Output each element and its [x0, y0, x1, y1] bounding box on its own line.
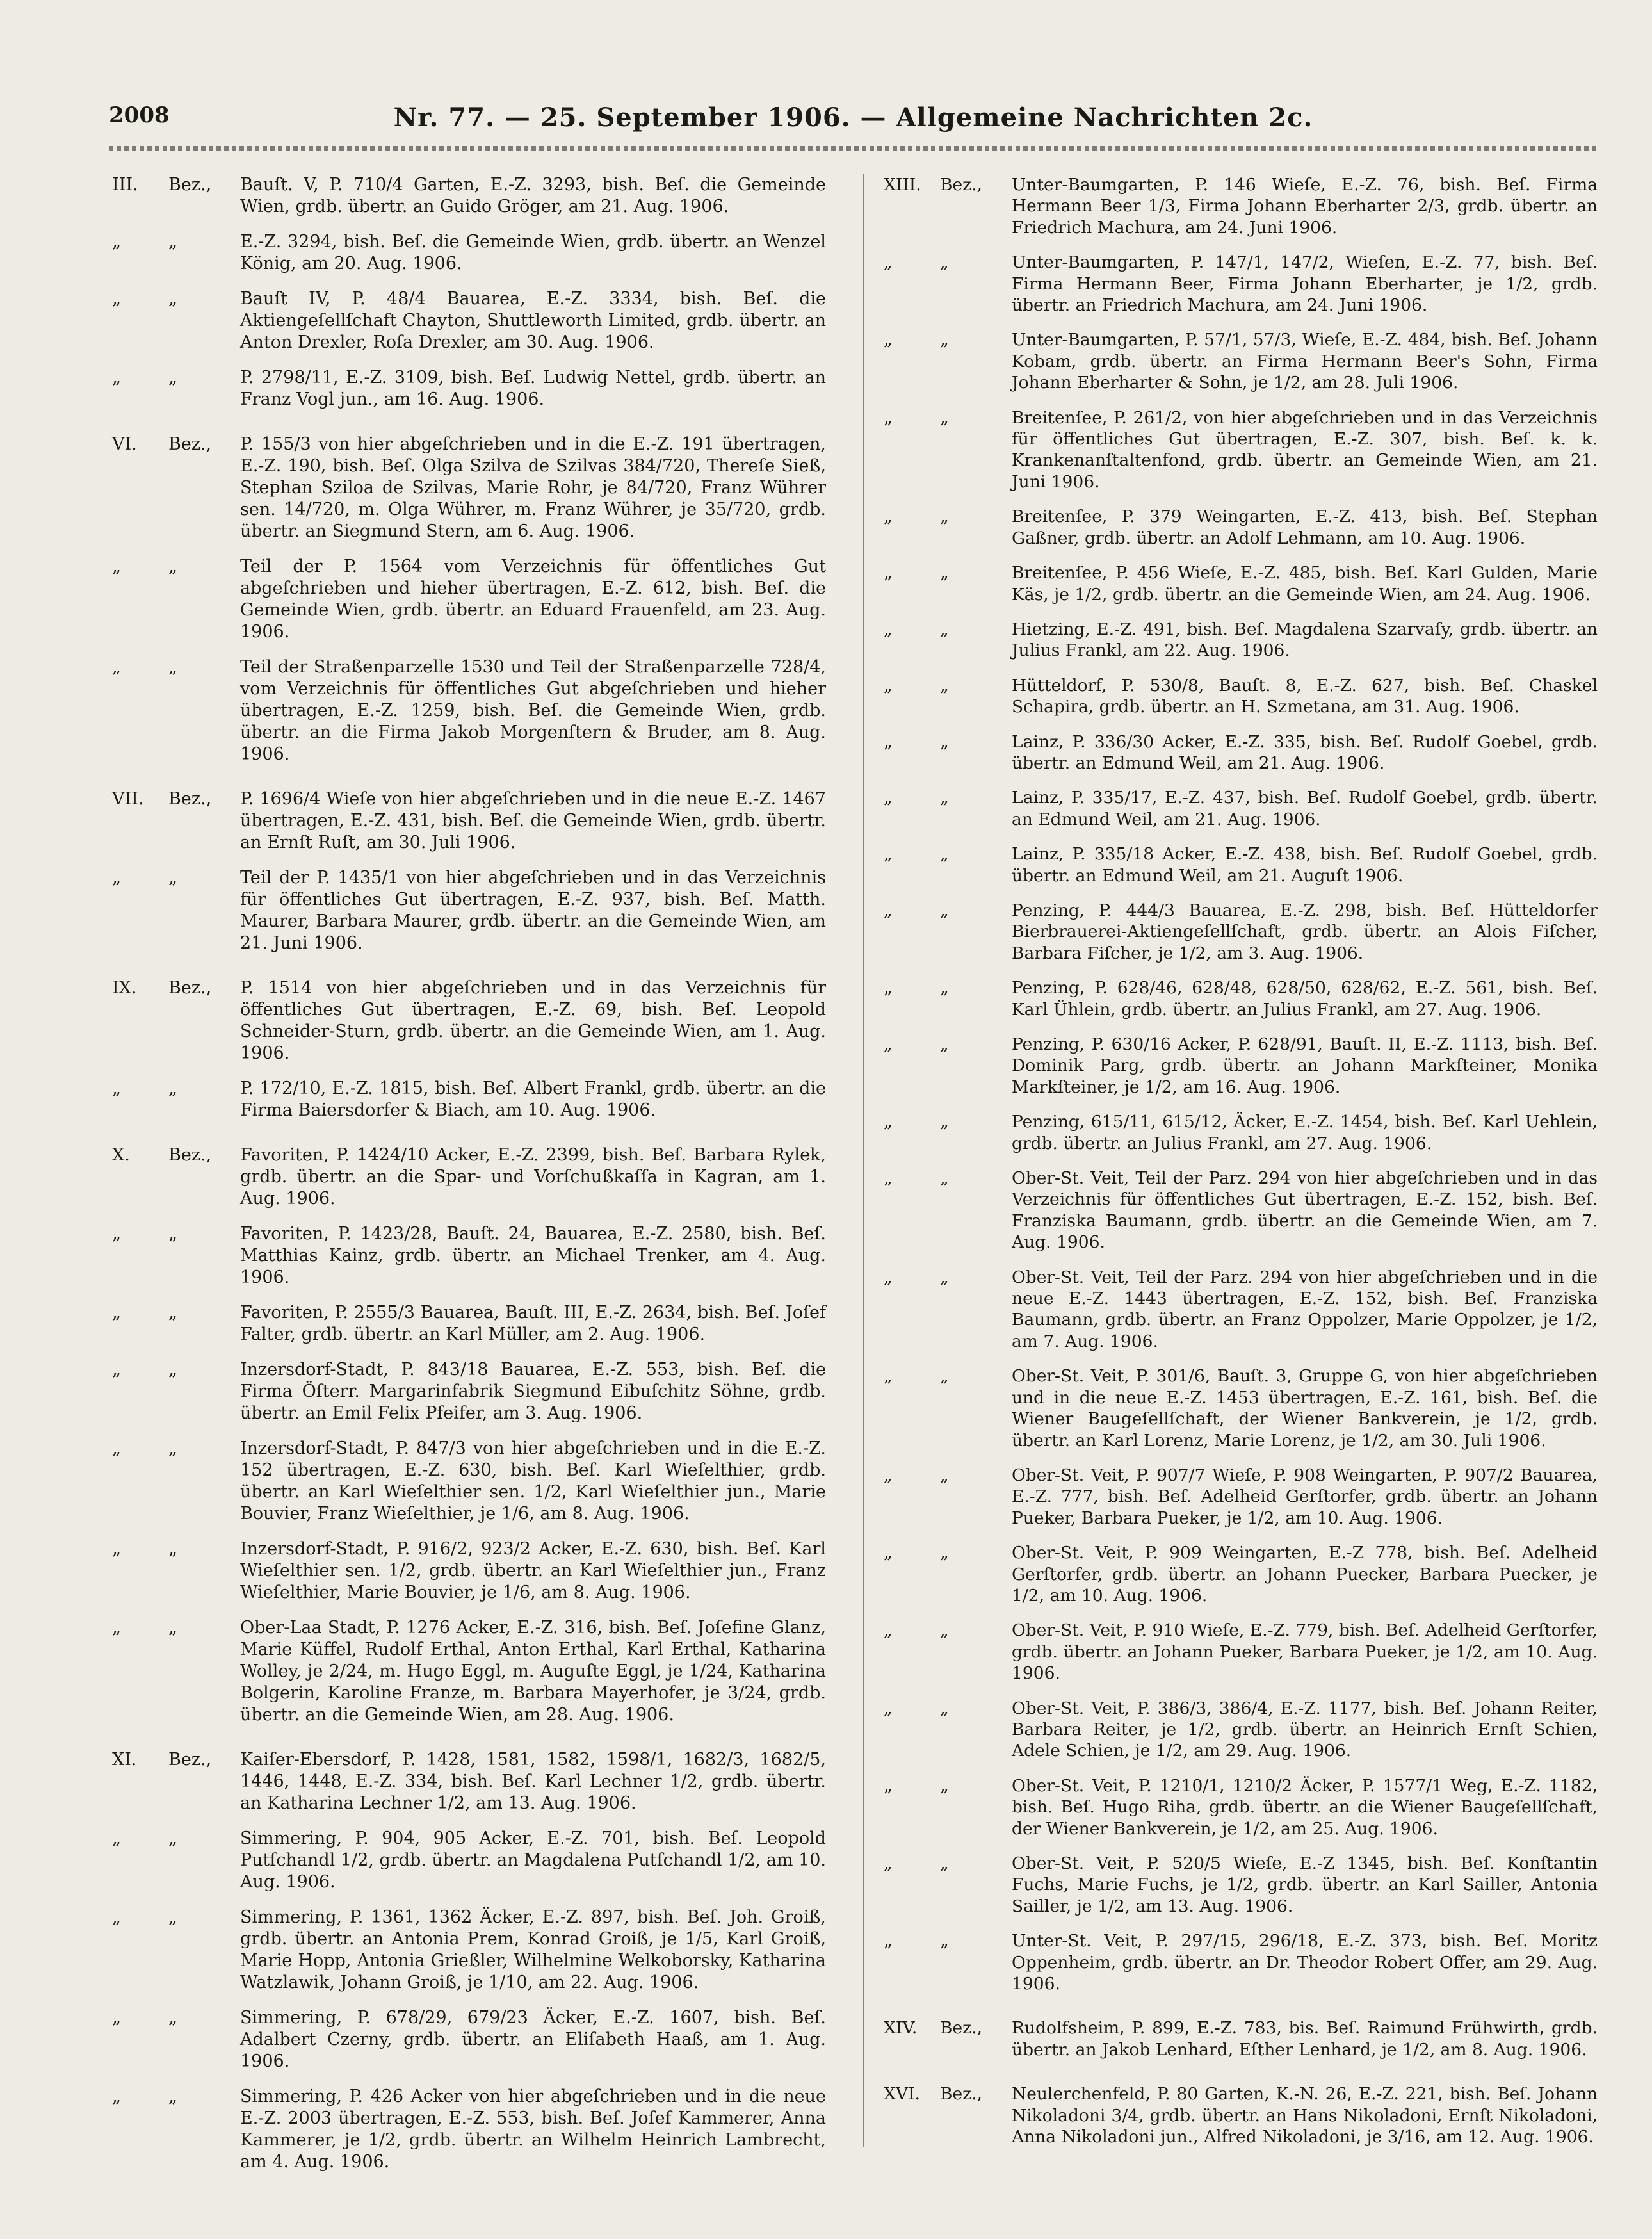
- district-number: „: [884, 563, 893, 583]
- register-entry: [112, 1907, 826, 1994]
- register-entry: [884, 787, 1598, 830]
- district-number: „: [884, 252, 893, 273]
- register-entry: [884, 174, 1598, 238]
- entry-text: Simmering, P. 426 Acker von hier abgeſchrieben und in die neue E.-Z. 2003 übertragen, E.-Z. 553, bish. Beſ. Joſef Kammerer, Anna Kammerer, je 1/2, grdb. übertr. an Wilhelm Heinrich Lambrecht, am 4. Aug. 1906.: [240, 2087, 826, 2172]
- district-number: „: [112, 868, 121, 888]
- district-label: „: [940, 252, 949, 273]
- district-number: „: [112, 1438, 121, 1458]
- district-label: „: [940, 844, 949, 865]
- district-label: „: [940, 1465, 949, 1485]
- entry-text: Kaiſer-Ebersdorf, P. 1428, 1581, 1582, 1598/1, 1682/3, 1682/5, 1446, 1448, E.-Z. 334, bish. Beſ. Karl Lechner 1/2, grdb. übertr. an Katharina Lechner 1/2, am 13. Aug. 1906.: [240, 1750, 826, 1813]
- entry-text: Ober-St. Veit, P. 909 Weingarten, E.-Z 778, bish. Beſ. Adelheid Gerſtorfer, grdb. übertr. an Johann Puecker, Barbara Puecker, je 1/2, am 10. Aug. 1906.: [1012, 1543, 1598, 1606]
- district-label: „: [168, 2087, 177, 2106]
- district-number: „: [884, 978, 893, 998]
- district-number: III.: [112, 175, 138, 195]
- right-column: [884, 174, 1598, 2161]
- district-label: „: [940, 675, 949, 696]
- register-entry: [112, 1302, 826, 1346]
- register-entry: [884, 731, 1598, 774]
- district-label: Bez.,: [168, 789, 212, 809]
- register-entry: [112, 788, 826, 854]
- entry-text: Breitenſee, P. 379 Weingarten, E.-Z. 413, bish. Beſ. Stephan Gaßner, grdb. übertr. an Adolf Lehmann, am 10. Aug. 1906.: [1012, 507, 1598, 548]
- district-number: „: [112, 657, 121, 677]
- district-label: „: [940, 507, 949, 527]
- register-entry: [112, 367, 826, 411]
- entry-text: Simmering, P. 904, 905 Acker, E.-Z. 701, bish. Beſ. Leopold Putſchandl 1/2, grdb. übertr. an Magdalena Putſchandl 1/2, am 10. Aug. 1906.: [240, 1828, 826, 1892]
- district-number: „: [112, 1360, 121, 1380]
- header-rule: [109, 146, 1598, 151]
- entry-text: Ober-St. Veit, Teil der Parz. 294 von hier abgeſchrieben und in die neue E.-Z. 1443 übertragen, E.-Z. 152, bish. Beſ. Franziska Baumann, grdb. übertr. an Franz Oppolzer, Marie Oppolzer, je 1/2, am 7. Aug. 1906.: [1012, 1267, 1598, 1351]
- district-label: Bez.,: [940, 175, 982, 195]
- register-entry: [884, 1365, 1598, 1451]
- entry-text: P. 2798/11, E.-Z. 3109, bish. Beſ. Ludwig Nettel, grdb. übertr. an Franz Vogl jun., am 16. Aug. 1906.: [240, 368, 826, 409]
- entry-text: Bauſt. V, P. 710/4 Garten, E.-Z. 3293, bish. Beſ. die Gemeinde Wien, grdb. übertr. an Guido Gröger, am 21. Aug. 1906.: [240, 175, 826, 216]
- district-number: „: [112, 289, 121, 309]
- entry-text: Penzing, P. 444/3 Bauarea, E.-Z. 298, bish. Beſ. Hütteldorfer Bierbrauerei-Aktiengeſellſchaft, grdb. übertr. an Alois Fiſcher, Barbara Fiſcher, je 1/2, am 3. Aug. 1906.: [1012, 900, 1598, 963]
- district-label: „: [168, 1539, 177, 1559]
- entry-text: Breitenſee, P. 261/2, von hier abgeſchrieben und in das Verzeichnis für öffentliches Gut übertragen, E.-Z. 307, bish. Beſ. k. k. Krankenanſtaltenfond, grdb. übertr. an Gemeinde Wien, am 21. Juni 1906.: [1012, 407, 1598, 492]
- entry-text: Unter-St. Veit, P. 297/15, 296/18, E.-Z. 373, bish. Beſ. Moritz Oppenheim, grdb. übertr. an Dr. Theodor Robert Offer, am 29. Aug. 1906.: [1012, 1931, 1598, 1994]
- district-label: „: [940, 1620, 949, 1641]
- district-label: „: [940, 1034, 949, 1054]
- district-number: „: [112, 1539, 121, 1559]
- district-label: „: [168, 1907, 177, 1927]
- district-label: „: [940, 330, 949, 350]
- entry-text: Inzersdorf-Stadt, P. 847/3 von hier abgeſchrieben und in die E.-Z. 152 übertragen, E.-Z. 630, bish. Beſ. Karl Wieſelthier, grdb. übertr. an Karl Wieſelthier sen. 1/2, Karl Wieſelthier jun., Marie Bouvier, Franz Wieſelthier, je 1/6, am 8. Aug. 1906.: [240, 1438, 826, 1524]
- register-entry: [884, 407, 1598, 493]
- register-entry: [884, 562, 1598, 605]
- district-number: „: [884, 788, 893, 808]
- district-label: „: [940, 731, 949, 752]
- register-entry: [884, 675, 1598, 718]
- entry-text: Hütteldorf, P. 530/8, Bauſt. 8, E.-Z. 627, bish. Beſ. Chaskel Schapira, grdb. übertr. an H. Szmetana, am 31. Aug. 1906.: [1012, 675, 1598, 717]
- district-label: „: [168, 557, 177, 576]
- district-label: „: [940, 788, 949, 808]
- register-entry: [112, 977, 826, 1064]
- district-label: „: [168, 1303, 177, 1323]
- district-label: „: [168, 289, 177, 309]
- entry-text: Neulerchenfeld, P. 80 Garten, K.-N. 26, E.-Z. 221, bish. Beſ. Johann Nikoladoni 3/4, grdb. übertr. an Hans Nikoladoni, Ernſt Nikoladoni, Anna Nikoladoni jun., Alfred Nikoladoni, je 3/16, am 12. Aug. 1906.: [1012, 2084, 1598, 2147]
- district-label: „: [168, 1828, 177, 1848]
- district-label: Bez.,: [168, 978, 212, 998]
- register-entry: [884, 329, 1598, 393]
- register-entry: [112, 1828, 826, 1893]
- district-number: XIII.: [884, 175, 921, 195]
- entry-text: Penzing, 615/11, 615/12, Äcker, E.-Z. 1454, bish. Beſ. Karl Uehlein, grdb. übertr. an Julius Frankl, am 27. Aug. 1906.: [1012, 1112, 1598, 1153]
- register-entry: [884, 1542, 1598, 1606]
- register-entry: [112, 288, 826, 354]
- register-entry: [884, 1168, 1598, 1253]
- register-entry: [112, 1144, 826, 1210]
- register-entry: [884, 252, 1598, 316]
- entry-text: Unter-Baumgarten, P. 57/1, 57/3, Wieſe, E.-Z. 484, bish. Beſ. Johann Kobam, grdb. übertr. an Firma Hermann Beer's Sohn, Firma Johann Eberharter & Sohn, je 1/2, am 28. Juli 1906.: [1012, 330, 1598, 393]
- district-label: „: [168, 232, 177, 252]
- column-divider: [863, 174, 864, 2147]
- register-entry: [884, 2083, 1598, 2147]
- district-number: „: [112, 2008, 121, 2028]
- district-number: „: [884, 1543, 893, 1563]
- district-number: „: [112, 1828, 121, 1848]
- district-label: „: [168, 2008, 177, 2028]
- entry-text: Unter-Baumgarten, P. 146 Wieſe, E.-Z. 76, bish. Beſ. Firma Hermann Beer 1/3, Firma Johann Eberharter 2/3, grdb. übertr. an Friedrich Machura, am 24. Juni 1906.: [1012, 175, 1598, 238]
- district-label: „: [940, 619, 949, 639]
- entry-text: Inzersdorf-Stadt, P. 916/2, 923/2 Acker, E.-Z. 630, bish. Beſ. Karl Wieſelthier sen. 1/2, grdb. übertr. an Karl Wieſelthier jun., Franz Wieſelthier, Marie Bouvier, je 1/6, am 8. Aug. 1906.: [240, 1539, 826, 1602]
- district-label: „: [168, 368, 177, 387]
- entry-text: Penzing, P. 630/16 Acker, P. 628/91, Bauſt. II, E.-Z. 1113, bish. Beſ. Dominik Parg, grdb. übertr. an Johann Markſteiner, Monika Markſteiner, je 1/2, am 16. Aug. 1906.: [1012, 1034, 1598, 1097]
- register-entry: [884, 1930, 1598, 1994]
- district-number: „: [884, 731, 893, 752]
- district-number: „: [884, 1465, 893, 1485]
- entry-text: P. 1514 von hier abgeſchrieben und in das Verzeichnis für öffentliches Gut übertragen, E.-Z. 69, bish. Beſ. Leopold Schneider-Sturn, grdb. übertr. an die Gemeinde Wien, am 1. Aug. 1906.: [240, 978, 826, 1063]
- entry-text: Ober-St. Veit, P. 520/5 Wieſe, E.-Z 1345, bish. Beſ. Konſtantin Fuchs, Marie Fuchs, je 1/2, grdb. übertr. an Karl Sailler, Antonia Sailler, je 1/2, am 13. Aug. 1906.: [1012, 1853, 1598, 1916]
- district-number: „: [884, 1366, 893, 1387]
- district-number: „: [112, 1303, 121, 1323]
- entry-text: Lainz, P. 335/18 Acker, E.-Z. 438, bish. Beſ. Rudolf Goebel, grdb. übertr. an Edmund Weil, am 21. Auguſt 1906.: [1012, 844, 1598, 886]
- district-number: „: [884, 1168, 893, 1189]
- register-entry: [112, 231, 826, 275]
- district-label: „: [940, 1267, 949, 1287]
- district-number: VI.: [112, 434, 137, 454]
- district-label: „: [940, 1543, 949, 1563]
- entry-text: Unter-Baumgarten, P. 147/1, 147/2, Wieſen, E.-Z. 77, bish. Beſ. Firma Hermann Beer, Firma Johann Eberharter, je 1/2, grdb. übertr. an Friedrich Machura, am 24. Juni 1906.: [1012, 252, 1598, 316]
- district-number: „: [884, 1931, 893, 1951]
- register-entry: [112, 2007, 826, 2072]
- district-label: Bez.,: [168, 175, 212, 195]
- entry-text: Teil der P. 1435/1 von hier abgeſchrieben und in das Verzeichnis für öffentliches Gut übertragen, E.-Z. 937, bish. Beſ. Matth. Maurer, Barbara Maurer, grdb. übertr. an die Gemeinde Wien, am 21. Juni 1906.: [240, 868, 826, 953]
- register-entry: [884, 1465, 1598, 1529]
- entry-text: P. 172/10, E.-Z. 1815, bish. Beſ. Albert Frankl, grdb. übertr. an die Firma Baiersdorfer & Biach, am 10. Aug. 1906.: [240, 1079, 826, 1120]
- entry-text: Penzing, P. 628/46, 628/48, 628/50, 628/62, E.-Z. 561, bish. Beſ. Karl Ühlein, grdb. übertr. an Julius Frankl, am 27. Aug. 1906.: [1012, 978, 1598, 1020]
- district-label: „: [168, 1360, 177, 1380]
- district-number: „: [884, 507, 893, 527]
- register-entry: [112, 434, 826, 542]
- district-number: „: [884, 844, 893, 865]
- district-number: „: [112, 2087, 121, 2106]
- register-entry: [112, 867, 826, 954]
- district-label: „: [168, 1224, 177, 1244]
- district-label: „: [940, 407, 949, 428]
- register-entry: [884, 1111, 1598, 1154]
- entry-text: Hietzing, E.-Z. 491, bish. Beſ. Magdalena Szarvaſy, grdb. übertr. an Julius Frankl, am 22. Aug. 1906.: [1012, 619, 1598, 661]
- entry-text: Favoriten, P. 1423/28, Bauſt. 24, Bauarea, E.-Z. 2580, bish. Beſ. Matthias Kainz, grdb. übertr. an Michael Trenker, am 4. Aug. 1906.: [240, 1224, 826, 1287]
- district-number: „: [884, 330, 893, 350]
- district-label: „: [168, 657, 177, 677]
- entry-text: Ober-Laa Stadt, P. 1276 Acker, E.-Z. 316, bish. Beſ. Joſefine Glanz, Marie Küffel, Rudolf Erthal, Anton Erthal, Karl Erthal, Katharina Wolley, je 2/24, m. Hugo Eggl, m. Auguſte Eggl, je 1/24, Katharina Bolgerin, Karoline Franze, m. Barbara Mayerhofer, je 3/24, grdb. übertr. an die Gemeinde Wien, am 28. Aug. 1906.: [240, 1618, 826, 1725]
- district-number: „: [884, 1112, 893, 1132]
- register-entry: [112, 2086, 826, 2173]
- left-column: [112, 174, 826, 2186]
- register-entry: [884, 900, 1598, 964]
- entry-text: Lainz, P. 335/17, E.-Z. 437, bish. Beſ. Rudolf Goebel, grdb. übertr. an Edmund Weil, am 21. Aug. 1906.: [1012, 788, 1598, 829]
- register-entry: [884, 1267, 1598, 1353]
- register-entry: [112, 1749, 826, 1814]
- entry-text: Breitenſee, P. 456 Wieſe, E.-Z. 485, bish. Beſ. Karl Gulden, Marie Käs, je 1/2, grdb. übertr. an die Gemeinde Wien, am 24. Aug. 1906.: [1012, 563, 1598, 605]
- entry-text: Ober-St. Veit, P. 301/6, Bauſt. 3, Gruppe G, von hier abgeſchrieben und in die neue E.-Z. 1453 übertragen, E.-Z. 161, bish. Beſ. die Wiener Baugeſellſchaft, der Wiener Bankverein, je 1/2, grdb. übertr. an Karl Lorenz, Marie Lorenz, je 1/2, am 30. Juli 1906.: [1012, 1366, 1598, 1451]
- district-number: „: [884, 1267, 893, 1287]
- district-label: „: [168, 868, 177, 888]
- register-entry: [112, 656, 826, 765]
- entry-text: Ober-St. Veit, P. 1210/1, 1210/2 Äcker, P. 1577/1 Weg, E.-Z. 1182, bish. Beſ. Hugo Riha, grdb. übertr. an die Wiener Baugeſellſchaft, der Wiener Bankverein, je 1/2, am 25. Aug. 1906.: [1012, 1775, 1598, 1839]
- district-label: Bez.,: [168, 1750, 212, 1770]
- district-label: „: [940, 1112, 949, 1132]
- page-number: 2008: [109, 102, 170, 128]
- district-label: „: [940, 978, 949, 998]
- district-number: XVI.: [884, 2084, 920, 2105]
- district-number: „: [112, 1079, 121, 1098]
- district-number: „: [884, 1620, 893, 1641]
- register-entry: [112, 1078, 826, 1121]
- district-number: „: [112, 232, 121, 252]
- district-number: „: [884, 1853, 893, 1873]
- district-number: „: [112, 1907, 121, 1927]
- district-number: „: [112, 1224, 121, 1244]
- district-number: „: [884, 619, 893, 639]
- register-entry: [884, 977, 1598, 1020]
- district-label: „: [940, 1853, 949, 1873]
- district-number: „: [884, 407, 893, 428]
- entry-text: Favoriten, P. 2555/3 Bauarea, Bauſt. III, E.-Z. 2634, bish. Beſ. Joſef Falter, grdb. übertr. an Karl Müller, am 2. Aug. 1906.: [240, 1303, 826, 1344]
- register-entry: [884, 1775, 1598, 1839]
- register-entry: [884, 1034, 1598, 1098]
- district-number: „: [884, 1775, 893, 1796]
- district-label: „: [168, 1618, 177, 1638]
- district-label: „: [168, 1079, 177, 1098]
- district-number: „: [884, 900, 893, 920]
- district-label: „: [940, 1775, 949, 1796]
- district-number: „: [112, 1618, 121, 1638]
- register-entry: [884, 1698, 1598, 1762]
- district-label: „: [940, 1698, 949, 1718]
- entry-text: P. 155/3 von hier abgeſchrieben und in die E.-Z. 191 übertragen, E.-Z. 190, bish. Beſ. Olga Szilva de Szilvas 384/720, Thereſe Sieß, Stephan Sziloa de Szilvas, Marie Rohr, je 84/720, Franz Wührer sen. 14/720, m. Olga Wührer, m. Franz Wührer, je 35/720, grdb. übertr. an Siegmund Stern, am 6. Aug. 1906.: [240, 434, 826, 541]
- entry-text: Inzersdorf-Stadt, P. 843/18 Bauarea, E.-Z. 553, bish. Beſ. die Firma Öſterr. Margarinfabrik Siegmund Eibuſchitz Söhne, grdb. übertr. an Emil Felix Pfeifer, am 3. Aug. 1906.: [240, 1360, 826, 1423]
- district-number: IX.: [112, 978, 137, 998]
- register-entry: [112, 1223, 826, 1289]
- district-number: XIV.: [884, 2018, 918, 2039]
- register-entry: [884, 2017, 1598, 2060]
- entry-text: Ober-St. Veit, P. 910 Wieſe, E.-Z. 779, bish. Beſ. Adelheid Gerſtorfer, grdb. übertr. an Johann Pueker, Barbara Pueker, je 1/2, am 10. Aug. 1906.: [1012, 1620, 1598, 1684]
- district-label: Bez.,: [940, 2018, 982, 2039]
- register-entry: [884, 1853, 1598, 1917]
- entry-text: Teil der Straßenparzelle 1530 und Teil der Straßenparzelle 728/4, vom Verzeichnis für öffentliches Gut abgeſchrieben und hieher übertragen, E.-Z. 1259, bish. Beſ. die Gemeinde Wien, grdb. übertr. an die Firma Jakob Morgenſtern & Bruder, am 8. Aug. 1906.: [240, 657, 826, 764]
- district-number: „: [884, 1698, 893, 1718]
- register-entry: [112, 174, 826, 218]
- register-entry: [884, 506, 1598, 549]
- district-number: „: [112, 368, 121, 387]
- district-label: „: [168, 1438, 177, 1458]
- entry-text: P. 1696/4 Wieſe von hier abgeſchrieben und in die neue E.-Z. 1467 übertragen, E.-Z. 431, bish. Beſ. die Gemeinde Wien, grdb. übertr. an Ernſt Ruſt, am 30. Juli 1906.: [240, 789, 826, 852]
- district-number: „: [884, 1034, 893, 1054]
- header-title: Nr. 77. — 25. September 1906. — Allgemeine Nachrichten 2c.: [393, 102, 1313, 133]
- district-number: „: [884, 675, 893, 696]
- entry-text: Ober-St. Veit, P. 386/3, 386/4, E.-Z. 1177, bish. Beſ. Johann Reiter, Barbara Reiter, je 1/2, grdb. übertr. an Heinrich Ernſt Schien, Adele Schien, je 1/2, am 29. Aug. 1906.: [1012, 1698, 1598, 1761]
- district-label: Bez.,: [940, 2084, 982, 2105]
- register-entry: [112, 1538, 826, 1604]
- district-number: XI.: [112, 1750, 137, 1770]
- entry-text: Ober-St. Veit, Teil der Parz. 294 von hier abgeſchrieben und in das Verzeichnis für öffentliches Gut übertragen, E.-Z. 152, bish. Beſ. Franziska Baumann, grdb. übertr. an die Gemeinde Wien, am 7. Aug. 1906.: [1012, 1168, 1598, 1253]
- district-number: X.: [112, 1145, 130, 1165]
- entry-text: Favoriten, P. 1424/10 Acker, E.-Z. 2399, bish. Beſ. Barbara Rylek, grdb. übertr. an die Spar- und Vorſchußkaſſa in Kagran, am 1. Aug. 1906.: [240, 1145, 826, 1209]
- register-entry: [884, 619, 1598, 662]
- entry-text: Rudolfsheim, P. 899, E.-Z. 783, bis. Beſ. Raimund Frühwirth, grdb. übertr. an Jakob Lenhard, Eſther Lenhard, je 1/2, am 8. Aug. 1906.: [1012, 2018, 1598, 2060]
- entry-text: Teil der P. 1564 vom Verzeichnis für öffentliches Gut abgeſchrieben und hieher übertragen, E.-Z. 612, bish. Beſ. die Gemeinde Wien, grdb. übertr. an Eduard Frauenfeld, am 23. Aug. 1906.: [240, 557, 826, 642]
- district-number: „: [112, 557, 121, 576]
- district-label: „: [940, 900, 949, 920]
- entry-text: Ober-St. Veit, P. 907/7 Wieſe, P. 908 Weingarten, P. 907/2 Bauarea, E.-Z. 777, bish. Beſ. Adelheid Gerſtorfer, grdb. übertr. an Johann Pueker, Barbara Pueker, je 1/2, am 10. Aug. 1906.: [1012, 1465, 1598, 1528]
- entry-text: Simmering, P. 1361, 1362 Äcker, E.-Z. 897, bish. Beſ. Joh. Groiß, grdb. übertr. an Antonia Prem, Konrad Groiß, je 1/5, Karl Groiß, Marie Hopp, Antonia Grießler, Wilhelmine Welkoborsky, Katharina Watzlawik, Johann Groiß, je 1/10, am 22. Aug. 1906.: [240, 1907, 826, 1992]
- register-entry: [112, 1438, 826, 1525]
- district-label: Bez.,: [168, 434, 212, 454]
- register-entry: [884, 1620, 1598, 1684]
- district-label: Bez.,: [168, 1145, 212, 1165]
- entry-text: E.-Z. 3294, bish. Beſ. die Gemeinde Wien, grdb. übertr. an Wenzel König, am 20. Aug. 1906.: [240, 232, 826, 273]
- register-entry: [112, 556, 826, 643]
- district-label: „: [940, 1931, 949, 1951]
- register-entry: [112, 1617, 826, 1726]
- page-header: [109, 102, 1598, 141]
- district-label: „: [940, 1168, 949, 1189]
- entry-text: Lainz, P. 336/30 Acker, E.-Z. 335, bish. Beſ. Rudolf Goebel, grdb. übertr. an Edmund Weil, am 21. Aug. 1906.: [1012, 731, 1598, 773]
- register-entry: [112, 1359, 826, 1424]
- district-label: „: [940, 563, 949, 583]
- register-entry: [884, 843, 1598, 886]
- district-number: VII.: [112, 789, 144, 809]
- entry-text: Simmering, P. 678/29, 679/23 Äcker, E.-Z. 1607, bish. Beſ. Adalbert Czerny, grdb. übertr. an Eliſabeth Haaß, am 1. Aug. 1906.: [240, 2008, 826, 2071]
- entry-text: Bauſt IV, P. 48/4 Bauarea, E.-Z. 3334, bish. Beſ. die Aktiengeſellſchaft Chayton, Shuttleworth Limited, grdb. übertr. an Anton Drexler, Roſa Drexler, am 30. Aug. 1906.: [240, 289, 826, 352]
- district-label: „: [940, 1366, 949, 1387]
